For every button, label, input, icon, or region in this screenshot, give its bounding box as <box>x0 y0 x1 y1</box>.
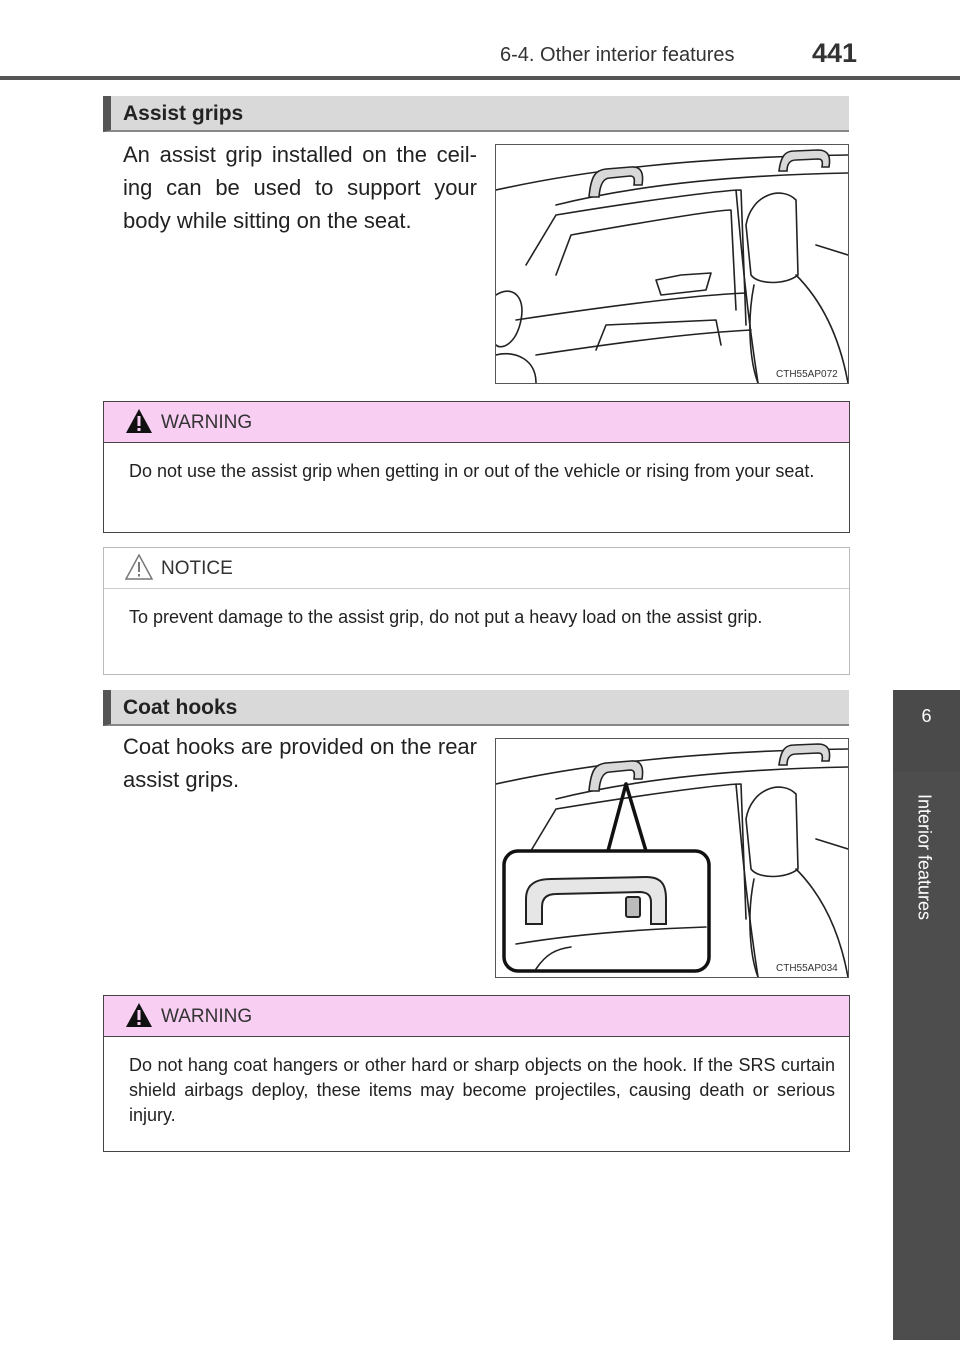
page-number: 441 <box>812 38 858 68</box>
warning-header <box>104 402 849 443</box>
assist-grip-line-drawing <box>496 145 848 383</box>
notice-text: To prevent damage to the assist grip, do not put a heavy load on the assist grip. <box>129 607 763 627</box>
warning-text: Do not hang coat hangers or other hard or sharp objects on the hook. If the SRS curtain shield airbags deploy, these items may become projectiles, causing death or serious injury. <box>129 1055 835 1126</box>
warning-box <box>103 401 850 533</box>
notice-box <box>103 547 850 675</box>
assist-grips-description: An assist grip installed on the ceil-ing can be used to support your body while sitting on the seat. <box>123 142 477 233</box>
warning-triangle-icon <box>125 1002 153 1028</box>
coat-hooks-description: Coat hooks are provided on the rear assist grips. <box>123 734 477 792</box>
section-heading-assist-grips <box>103 96 849 132</box>
figure-code: CTH55AP072 <box>776 369 838 380</box>
warning-triangle-icon <box>125 408 153 434</box>
coat-hook-line-drawing <box>496 739 848 977</box>
chapter-number: 6 <box>921 706 932 726</box>
warning-label: WARNING <box>161 1006 253 1027</box>
coat-hook-illustration <box>495 738 849 978</box>
running-header: 6-4. Other interior features <box>500 44 735 66</box>
chapter-tab <box>893 690 960 772</box>
header-rule <box>0 76 960 80</box>
warning-text: Do not use the assist grip when getting in or out of the vehicle or rising from your seat. <box>129 461 815 481</box>
section-heading-coat-hooks <box>103 690 849 726</box>
assist-grip-illustration <box>495 144 849 384</box>
caution-triangle-icon <box>125 554 153 580</box>
section-heading-text: Assist grips <box>123 102 244 125</box>
warning-label: WARNING <box>161 412 253 433</box>
chapter-label: Interior features <box>914 793 935 921</box>
notice-label: NOTICE <box>161 558 233 579</box>
warning-header <box>104 996 849 1037</box>
notice-header <box>104 548 849 589</box>
warning-box <box>103 995 850 1152</box>
section-heading-text: Coat hooks <box>123 696 238 719</box>
figure-code: CTH55AP034 <box>776 963 838 974</box>
